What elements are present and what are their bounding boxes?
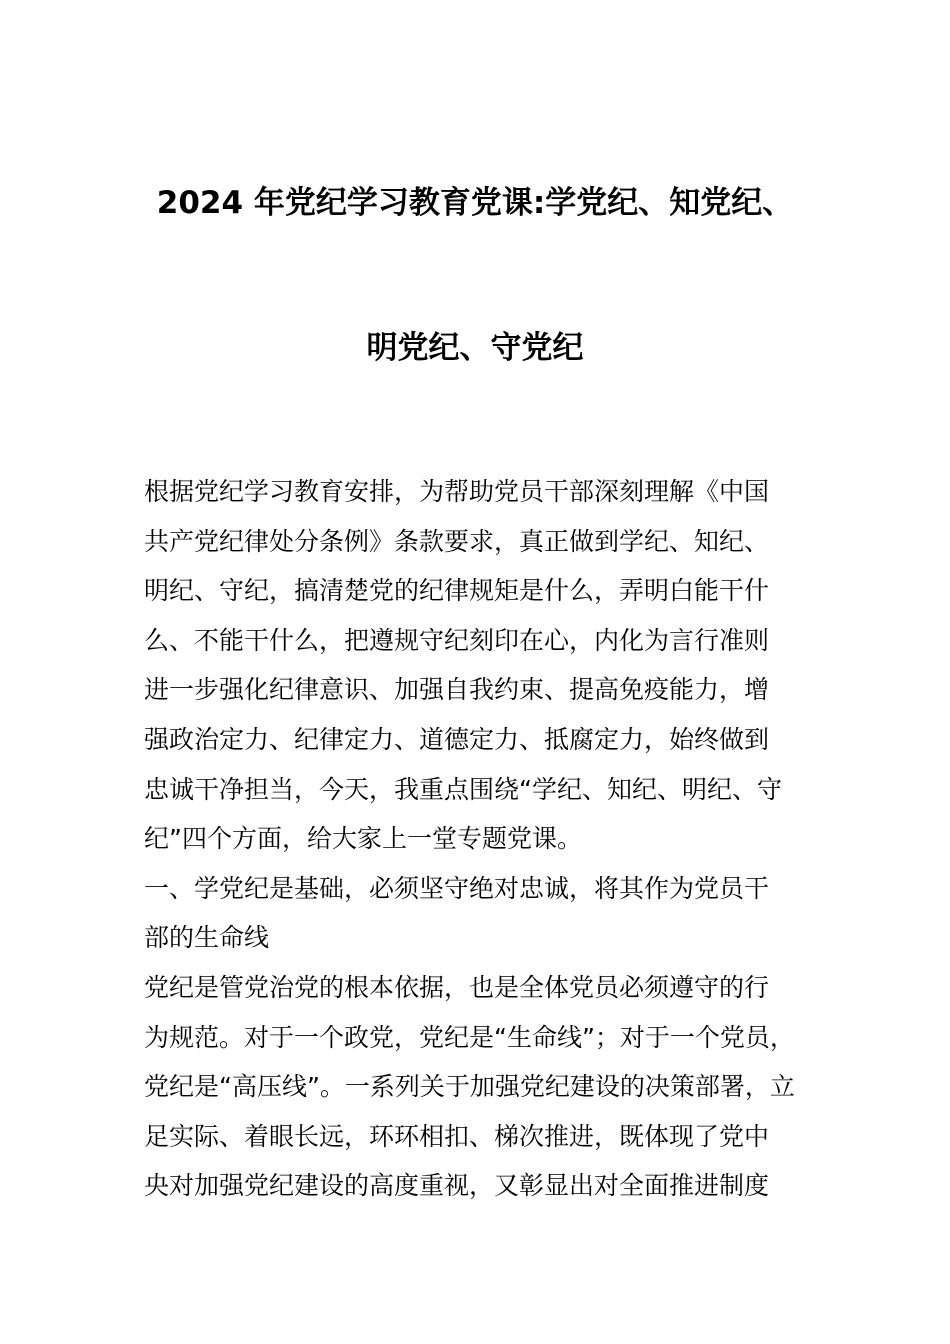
body-line: 党纪是“高压线”。一系列关于加强党纪建设的决策部署，立 [144,1072,795,1102]
body-line: 强政治定力、纪律定力、道德定力、抵腐定力，始终做到 [144,724,770,754]
document-title-line-1: 2024 年党纪学习教育党课:学党纪、知党纪、 [156,185,794,221]
body-line: 纪”四个方面，给大家上一堂专题党课。 [144,824,582,854]
section-heading-line: 一、学党纪是基础，必须坚守绝对忠诚，将其作为党员干 [144,873,770,903]
body-line: 明纪、守纪，搞清楚党的纪律规矩是什么，弄明白能干什 [144,576,770,606]
body-line: 央对加强党纪建设的高度重视，又彰显出对全面推进制度 [144,1171,770,1201]
body-line: 忠诚干净担当，今天，我重点围绕“学纪、知纪、明纪、守 [144,774,782,804]
document-title-line-2: 明党纪、守党纪 [366,330,584,366]
body-line: 共产党纪律处分条例》条款要求，真正做到学纪、知纪、 [144,526,770,556]
document-body [144,467,809,1211]
body-line: 进一步强化纪律意识、加强自我约束、提高免疫能力，增 [144,675,770,705]
body-line: 足实际、着眼长远，环环相扣、梯次推进，既体现了党中 [144,1121,770,1151]
body-line: 为规范。对于一个政党，党纪是“生命线”；对于一个党员， [144,1022,795,1052]
body-line: 根据党纪学习教育安排，为帮助党员干部深刻理解《中国 [144,477,770,506]
section-heading-line: 部的生命线 [144,923,270,953]
body-line: 么、不能干什么，把遵规守纪刻印在心，内化为言行准则 [144,625,770,655]
body-line: 党纪是管党治党的根本依据，也是全体党员必须遵守的行 [144,972,770,1002]
